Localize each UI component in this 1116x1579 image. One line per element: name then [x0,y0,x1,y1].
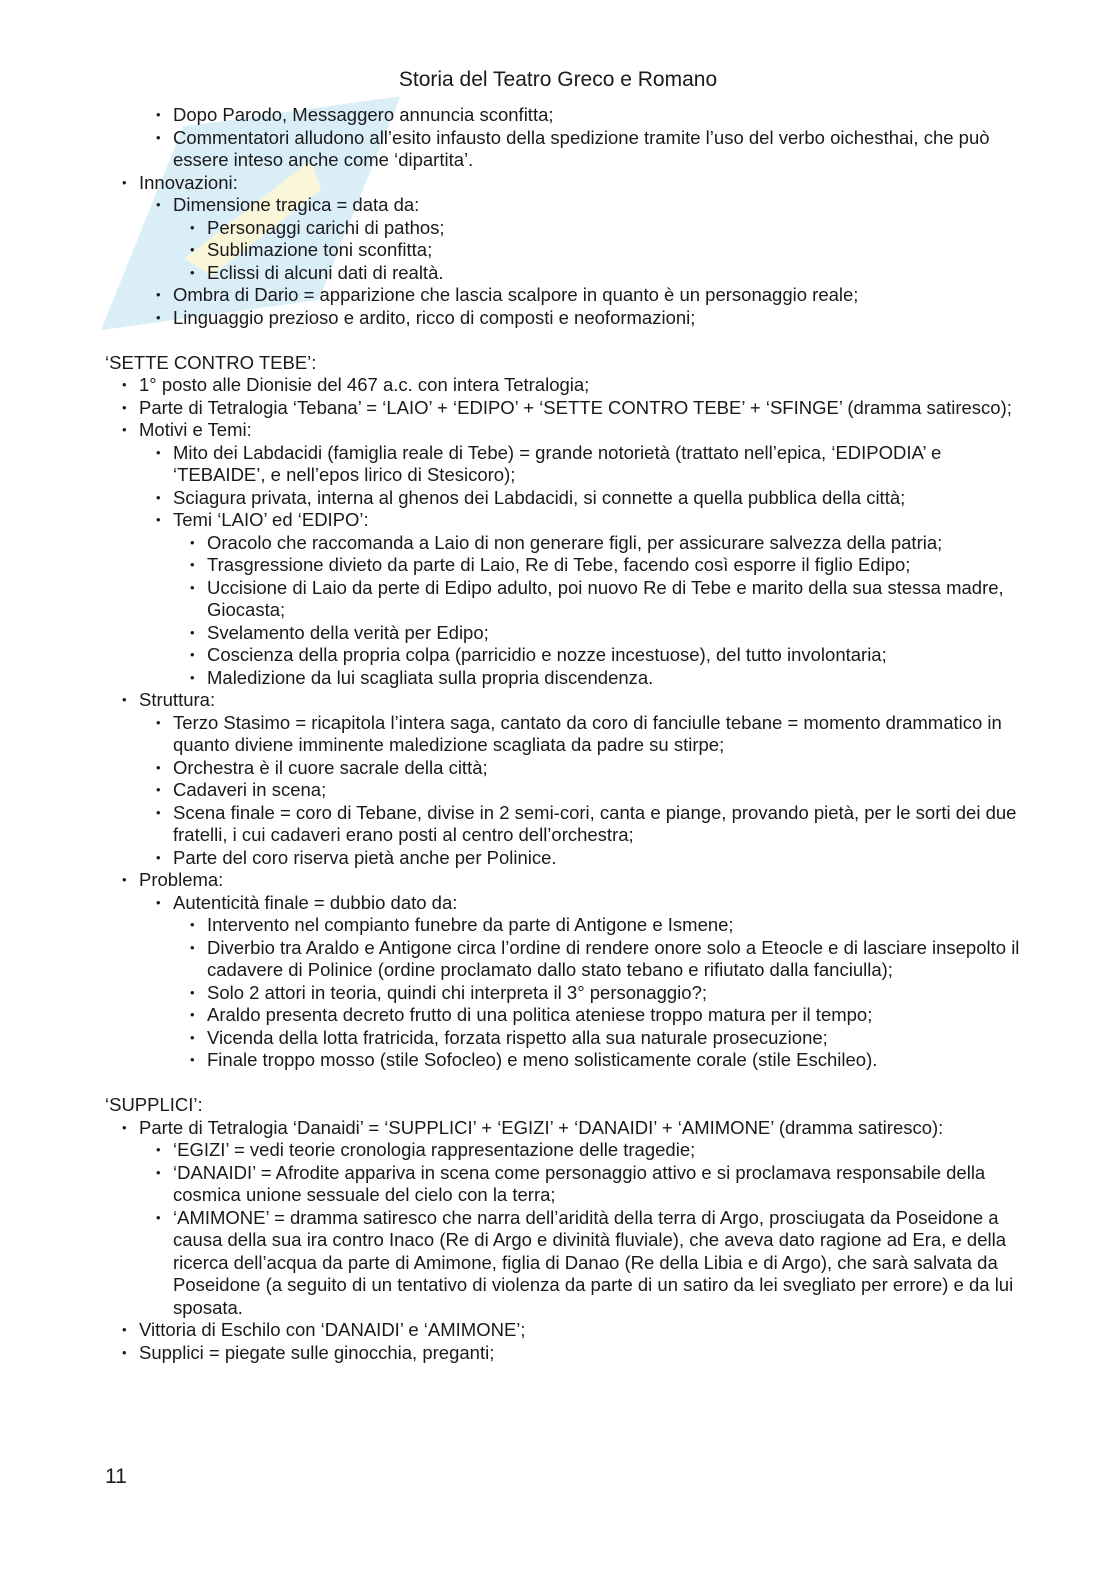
list-item: • Coscienza della propria colpa (parricidio e nozze incestuose), del tutto involontaria; [105,644,1025,667]
list-item: • Intervento nel compianto funebre da parte di Antigone e Ismene; [105,914,1025,937]
list-item: • Solo 2 attori in teoria, quindi chi interpreta il 3° personaggio?; [105,982,1025,1005]
list-item-motivi: • Motivi e Temi: [105,419,1025,442]
intro-section [105,104,1025,329]
list-item: • Svelamento della verità per Edipo; [105,622,1025,645]
list-item: • 1° posto alle Dionisie del 467 a.c. con intera Tetralogia; [105,374,1025,397]
list-item: • Maledizione da lui scagliata sulla propria discendenza. [105,667,1025,690]
section-title: ‘SUPPLICI’: [105,1094,203,1115]
sette-contro-tebe-section [105,352,1025,1072]
list-item: • Temi ‘LAIO’ ed ‘EDIPO’: [105,509,1025,532]
list-item-problema: • Problema: [105,869,1025,892]
list-item-struttura: • Struttura: [105,689,1025,712]
list-item: • Vittoria di Eschilo con ‘DANAIDI’ e ‘AMIMONE’; [105,1319,1025,1342]
list-item: • ‘DANAIDI’ = Afrodite appariva in scena come personaggio attivo e si proclamava responsabile della cosmica unione sessuale del cielo con la terra; [105,1162,1025,1207]
list-item: • Diverbio tra Araldo e Antigone circa l’ordine di rendere onore solo a Eteocle e di lasciare insepolto il cadavere di Polinice (ordine proclamato dallo stato tebano e rifiutato dalla fanciulla); [105,937,1025,982]
list-item: • Parte di Tetralogia ‘Danaidi’ = ‘SUPPLICI’ + ‘EGIZI’ + ‘DANAIDI’ + ‘AMIMONE’ (dramma satiresco): [105,1117,1025,1140]
list-item: • Cadaveri in scena; [105,779,1025,802]
section-title: ‘SETTE CONTRO TEBE’: [105,351,317,373]
list-item: • Supplici = piegate sulle ginocchia, preganti; [105,1342,1025,1365]
list-item: • Terzo Stasimo = ricapitola l’intera saga, cantato da coro di fanciulle tebane = momento drammatico in quanto diviene imminente maledizione scagliata da padre su stirpe; [105,712,1025,757]
list-item: • Parte del coro riserva pietà anche per Polinice. [105,847,1025,870]
list-item: • Eclissi di alcuni dati di realtà. [105,262,1025,285]
list-item: • Mito dei Labdacidi (famiglia reale di Tebe) = grande notorietà (trattato nell’epica, ‘EDIPODIA’ e ‘TEBAIDE’, e nell’epos lirico di Stesicoro); [105,442,1025,487]
list-item: • Trasgressione divieto da parte di Laio, Re di Tebe, facendo così esporre il figlio Edipo; [105,554,1025,577]
list-item: • Personaggi carichi di pathos; [105,217,1025,240]
list-item: • Linguaggio prezioso e ardito, ricco di composti e neoformazioni; [105,307,1025,330]
list-item: • Araldo presenta decreto frutto di una politica ateniese troppo matura per il tempo; [105,1004,1025,1027]
page-number: 11 [105,1465,127,1488]
list-item: • Vicenda della lotta fratricida, forzata rispetto alla sua naturale prosecuzione; [105,1027,1025,1050]
list-item: • Dimensione tragica = data da: [105,194,1025,217]
list-item: • Scena finale = coro di Tebane, divise in 2 semi-cori, canta e piange, provando pietà, per le sorti dei due fratelli, i cui cadaveri erano posti al centro dell’orchestra; [105,802,1025,847]
list-item-innovazioni: • Innovazioni: [105,172,1025,195]
supplici-section [105,1094,1025,1364]
list-item: • Orchestra è il cuore sacrale della città; [105,757,1025,780]
list-item: • ‘AMIMONE’ = dramma satiresco che narra dell’aridità della terra di Argo, prosciugata da Poseidone a causa della sua ira contro Inaco (Re di Argo e divinità fluviale), che aveva dato ragione ad Era, e della ricerca dell’acqua da parte di Amimone, figlia di Danao (Re della Libia e di Argo), che sarà salvata da Poseidone (a seguito di un tentativo di violenza da parte di un satiro da lei svegliato per errore) e da lui sposata. [105,1207,1025,1320]
document-body [105,104,1025,1364]
list-item: • Sciagura privata, interna al ghenos dei Labdacidi, si connette a quella pubblica della città; [105,487,1025,510]
list-item: • Commentatori alludono all’esito infausto della spedizione tramite l’uso del verbo oichesthai, che può essere inteso anche come ‘dipartita’. [105,127,1025,172]
list-item: • Oracolo che raccomanda a Laio di non generare figli, per assicurare salvezza della patria; [105,532,1025,555]
list-item: • Autenticità finale = dubbio dato da: [105,892,1025,915]
list-item: • Parte di Tetralogia ‘Tebana’ = ‘LAIO’ + ‘EDIPO’ + ‘SETTE CONTRO TEBE’ + ‘SFINGE’ (dramma satiresco); [105,397,1025,420]
page-title: Storia del Teatro Greco e Romano [398,68,718,91]
list-item: • Ombra di Dario = apparizione che lascia scalpore in quanto è un personaggio reale; [105,284,1025,307]
list-item: • Finale troppo mosso (stile Sofocleo) e meno solisticamente corale (stile Eschileo). [105,1049,1025,1072]
list-item: • Dopo Parodo, Messaggero annuncia sconfitta; [105,104,1025,127]
list-item: • Sublimazione toni sconfitta; [105,239,1025,262]
list-item: • ‘EGIZI’ = vedi teorie cronologia rappresentazione delle tragedie; [105,1139,1025,1162]
list-item: • Uccisione di Laio da perte di Edipo adulto, poi nuovo Re di Tebe e marito della sua stessa madre, Giocasta; [105,577,1025,622]
